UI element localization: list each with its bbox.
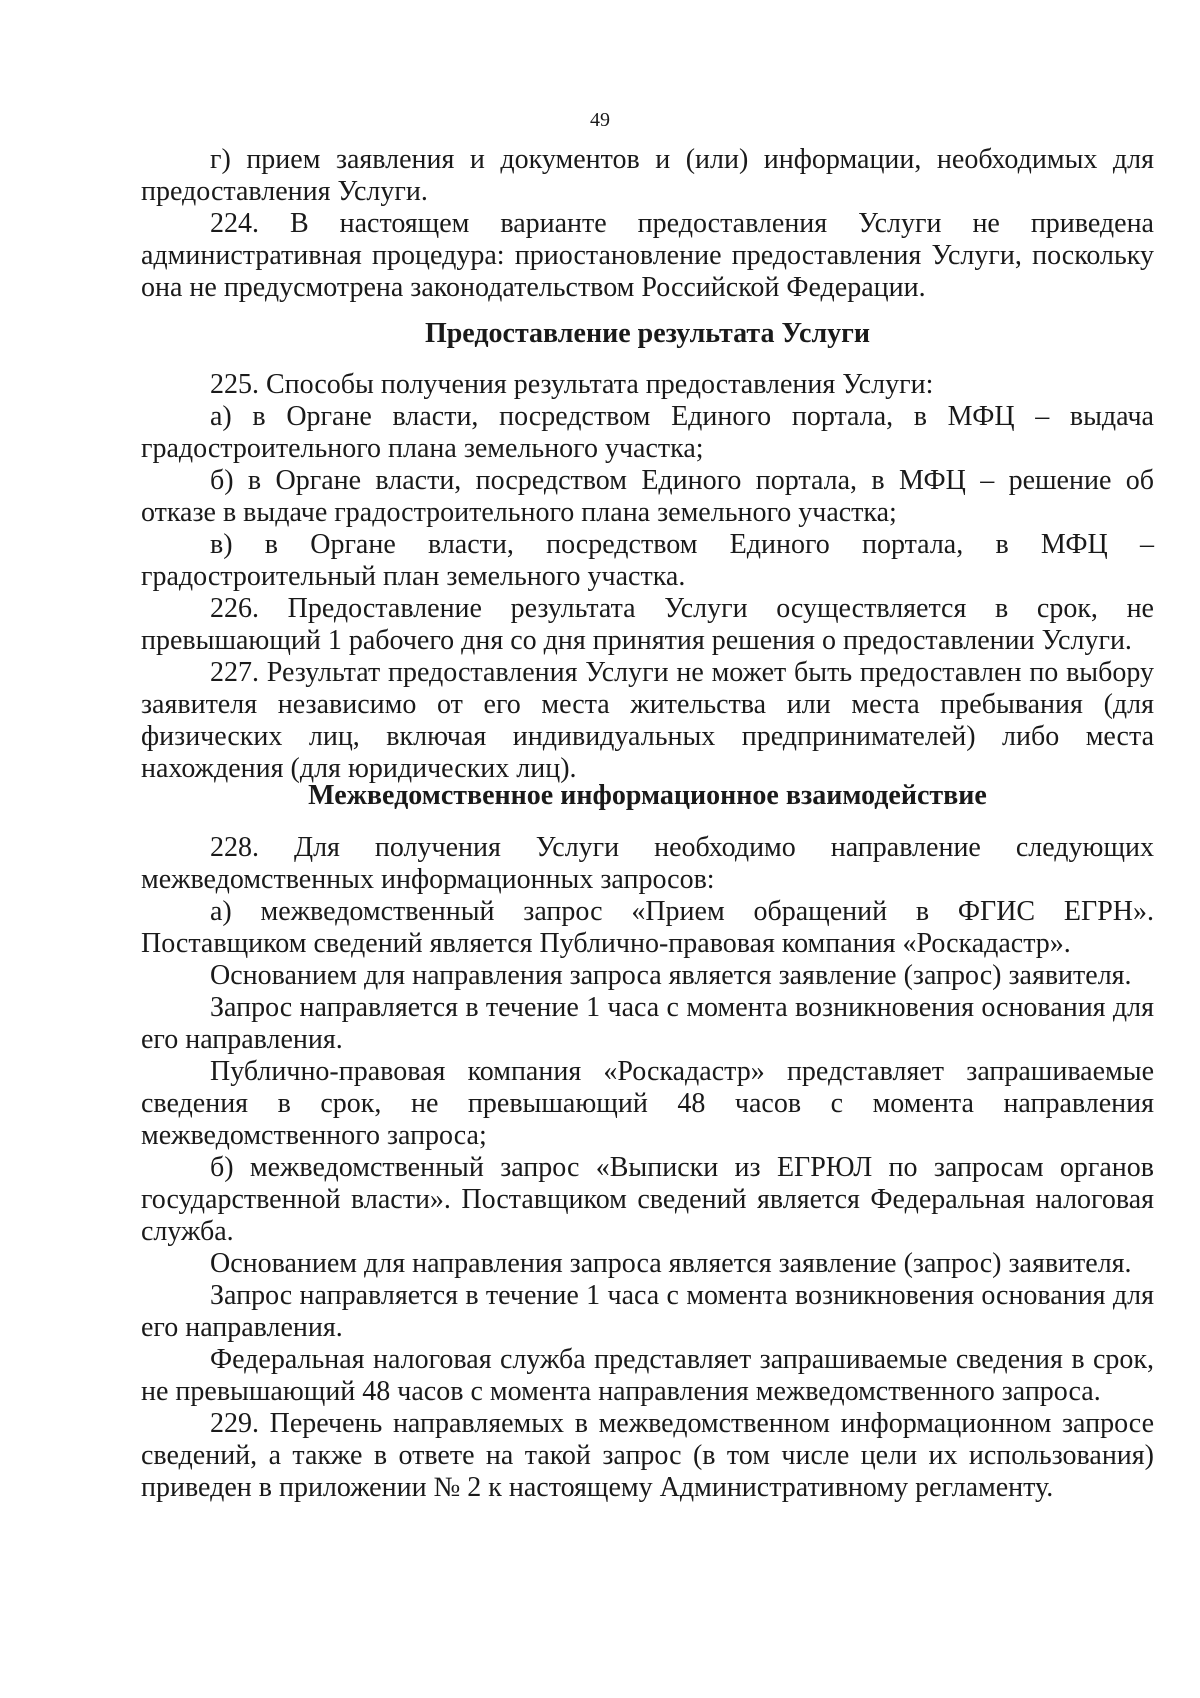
- page-number: 49: [590, 109, 610, 131]
- paragraph: Основанием для направления запроса является заявление (запрос) заявителя.: [210, 1248, 1132, 1279]
- top-text-block: [141, 144, 1154, 304]
- section-result-body: [141, 369, 1154, 785]
- paragraph: а) межведомственный запрос «Прием обращений в ФГИС ЕГРН». Поставщиком сведений является Публично-правовая компания «Роскадастр».: [141, 896, 1154, 959]
- section-heading-block: [141, 780, 1154, 812]
- paragraph: г) прием заявления и документов и (или) информации, необходимых для предоставления Услуги.: [141, 144, 1154, 207]
- paragraph: б) межведомственный запрос «Выписки из ЕГРЮЛ по запросам органов государственной власти». Поставщиком сведений является Федеральная налоговая служба.: [141, 1152, 1154, 1247]
- paragraph: Основанием для направления запроса является заявление (запрос) заявителя.: [210, 960, 1132, 991]
- section-interaction-body: [141, 832, 1154, 1504]
- paragraph: Публично-правовая компания «Роскадастр» представляет запрашиваемые сведения в срок, не превышающий 48 часов с момента направления межведомственного запроса;: [141, 1056, 1154, 1151]
- paragraph: а) в Органе власти, посредством Единого портала, в МФЦ – выдача градостроительного плана земельного участка;: [141, 401, 1154, 464]
- section-heading: Предоставление результата Услуги: [424, 318, 871, 349]
- paragraph: Федеральная налоговая служба представляет запрашиваемые сведения в срок, не превышающий 48 часов с момента направления межведомственного запроса.: [141, 1344, 1154, 1407]
- paragraph: 229. Перечень направляемых в межведомственном информационном запросе сведений, а также в ответе на такой запрос (в том числе цели их использования) приведен в приложении № 2 к настоящему Административному регламенту.: [141, 1408, 1154, 1503]
- paragraph: 224. В настоящем варианте предоставления Услуги не приведена административная процедура: приостановление предоставления Услуги, поскольку она не предусмотрена законодательством Российской Федерации.: [141, 208, 1154, 303]
- paragraph: 227. Результат предоставления Услуги не может быть предоставлен по выбору заявителя независимо от его места жительства или места пребывания (для физических лиц, включая индивидуальных предпринимателей) либо места нахождения (для юридических лиц).: [141, 657, 1154, 784]
- paragraph: 226. Предоставление результата Услуги осуществляется в срок, не превышающий 1 рабочего дня со дня принятия решения о предоставлении Услуги.: [141, 593, 1154, 656]
- paragraph: Запрос направляется в течение 1 часа с момента возникновения основания для его направления.: [141, 992, 1154, 1055]
- paragraph: в) в Органе власти, посредством Единого портала, в МФЦ – градостроительный план земельного участка.: [141, 529, 1154, 592]
- paragraph: 228. Для получения Услуги необходимо направление следующих межведомственных информационных запросов:: [141, 832, 1154, 895]
- paragraph: б) в Органе власти, посредством Единого портала, в МФЦ – решение об отказе в выдаче градостроительного плана земельного участка;: [141, 465, 1154, 528]
- section-heading-block: [141, 318, 1154, 350]
- section-heading: Межведомственное информационное взаимодействие: [308, 780, 987, 811]
- paragraph: Запрос направляется в течение 1 часа с момента возникновения основания для его направления.: [141, 1280, 1154, 1343]
- paragraph: 225. Способы получения результата предоставления Услуги:: [210, 369, 934, 400]
